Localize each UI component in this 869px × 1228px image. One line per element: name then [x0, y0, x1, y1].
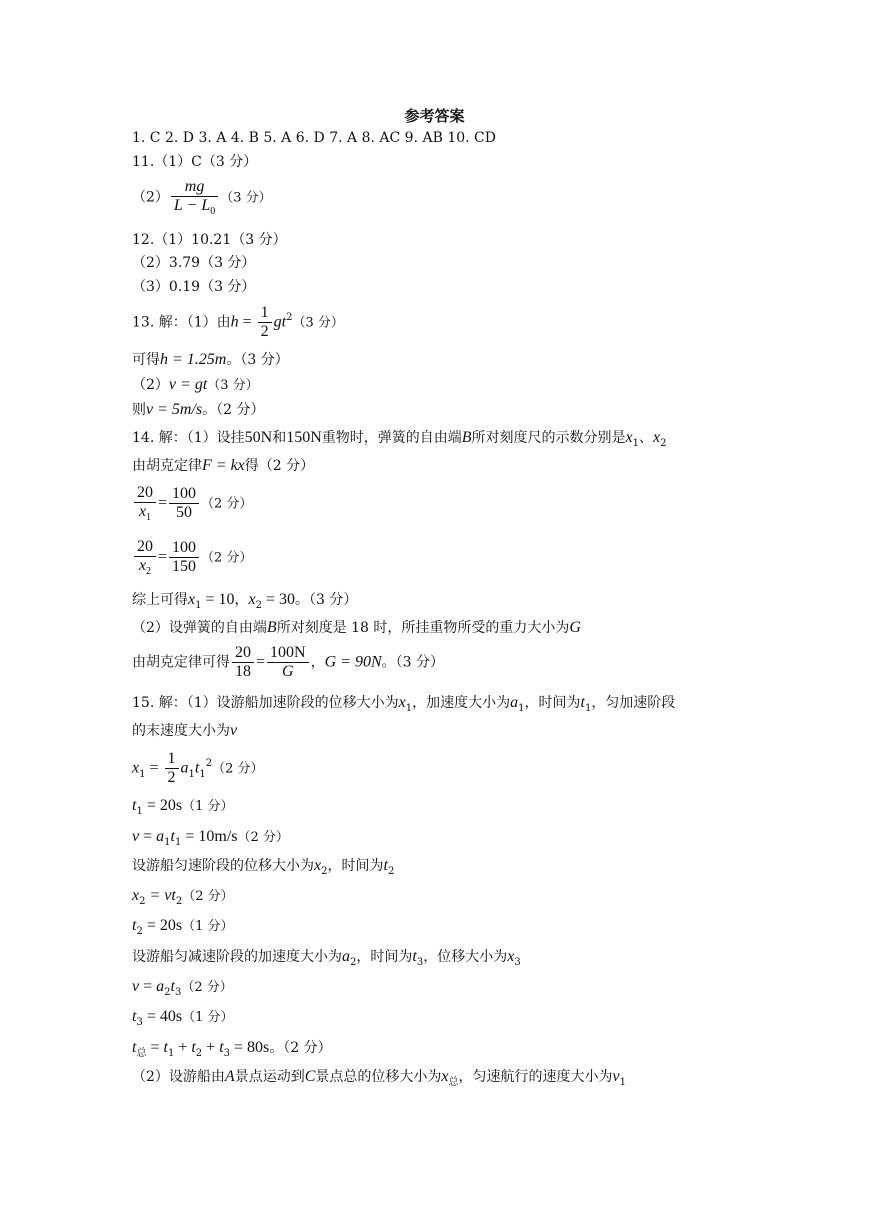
denominator — [171, 197, 218, 217]
half-fraction — [165, 750, 179, 787]
var-t: t — [132, 1039, 137, 1056]
score: 。（3 分） — [226, 352, 289, 368]
q15-line13 — [132, 1067, 626, 1089]
var-x: x — [138, 503, 147, 520]
text: 重物时，弹簧的自由端 — [321, 430, 462, 446]
q15-line9: 设游船匀减速阶段的加速度大小为$a_2$，时间为$t_3$，位移大小为$x_3$ — [132, 948, 521, 968]
score: （2 分） — [182, 889, 234, 904]
label: 可得 — [132, 352, 160, 368]
q11-part2 — [132, 178, 272, 217]
text: 14. 解：（1）设挂 — [132, 430, 245, 446]
superscript: 2 — [286, 311, 293, 323]
text: ，时间为 — [356, 949, 413, 965]
value-150n: 150N — [286, 429, 322, 446]
expr: = v — [145, 887, 172, 904]
q13-line3 — [132, 375, 259, 396]
text: 综上可得 — [132, 592, 188, 608]
value-50n: 50N — [244, 429, 273, 446]
text: （2）设游船由 — [132, 1069, 225, 1085]
superscript: 2 — [205, 757, 213, 769]
var-gt: gt — [273, 313, 287, 331]
var-a-point: A — [224, 1068, 235, 1085]
subscript: 1 — [405, 703, 413, 714]
var-t: t — [194, 759, 200, 777]
var-c-point: C — [304, 1068, 316, 1085]
score: （2 分） — [237, 830, 289, 845]
q14-eq2: $\frac{20}{x_2}$ = $\frac{100}{150}$ （2 分） — [132, 538, 252, 577]
var-x: x — [653, 429, 661, 446]
var-t: t — [170, 828, 175, 845]
denominator: 2 — [167, 769, 176, 786]
var-h: h — [230, 313, 239, 331]
q15-line2 — [132, 721, 237, 741]
var-x: x — [132, 887, 140, 904]
score: 。（2 分） — [202, 402, 265, 418]
var-v: v — [132, 978, 140, 995]
var-v: v — [612, 1068, 620, 1085]
subscript: 1 — [188, 768, 195, 780]
q14-line2 — [132, 456, 314, 476]
text: ，加速度大小为 — [412, 695, 511, 711]
den-text: L − L — [173, 197, 211, 214]
numerator: 20 — [232, 644, 254, 663]
subscript: 2 — [660, 438, 667, 449]
subscript: 2 — [255, 600, 262, 611]
den-subscript: 0 — [210, 206, 216, 217]
q12-part3: （3）0.19（3 分） — [132, 279, 256, 295]
text: 设游船匀速阶段的位移大小为 — [132, 858, 314, 874]
score: 得（2 分） — [244, 458, 315, 474]
var-v: v — [132, 828, 140, 845]
var-x: x — [625, 429, 633, 446]
text: ，匀加速阶段 — [591, 695, 676, 711]
numerator: 100 — [169, 539, 199, 558]
subscript: 2 — [164, 987, 171, 998]
subscript: 2 — [139, 896, 146, 907]
q15-eq-v: $v = a_1t_1 = 10m/s(2$ 分） — [132, 828, 289, 848]
value: = 40s — [142, 1008, 183, 1025]
subscript: 1 — [619, 1077, 626, 1088]
separator: 、 — [639, 430, 654, 446]
expr: v = 5m/s — [146, 401, 203, 418]
q11-part1: 11.（1）C（3 分） — [132, 154, 258, 170]
expr: G = 90N — [324, 653, 382, 671]
var-a: a — [156, 828, 165, 845]
var-x: x — [507, 948, 515, 965]
numerator: 1 — [165, 750, 179, 769]
score: （2 分） — [212, 761, 264, 777]
var-t: t — [191, 1039, 196, 1056]
subscript: 1 — [146, 512, 152, 523]
denominator: G — [282, 663, 294, 680]
var-x: x — [314, 857, 322, 874]
q15-eq-t1 — [132, 796, 233, 818]
fraction — [134, 538, 156, 577]
subscript: 2 — [387, 866, 395, 877]
score: （2 分） — [201, 496, 253, 512]
var-b: B — [266, 619, 277, 636]
score: （1 分） — [182, 799, 234, 814]
subscript: 2 — [136, 926, 143, 937]
q13-line2 — [132, 350, 289, 370]
score: （1 分） — [182, 1010, 234, 1025]
value: = 10m/s — [181, 828, 238, 845]
var-x: x — [398, 694, 406, 711]
subscript: 2 — [350, 957, 357, 968]
subscript: 2 — [321, 866, 328, 877]
text: ，时间为 — [524, 695, 581, 711]
numerator: 100 — [169, 485, 199, 504]
subscript: 1 — [136, 806, 143, 817]
q14-eq1: $\frac{20}{x_1}$ = $\frac{100}{50}$ （2 分） — [132, 484, 252, 523]
var-t: t — [171, 887, 176, 904]
q15-line1 — [132, 693, 675, 715]
numerator: 1 — [258, 304, 272, 323]
expr: F = kx — [202, 457, 245, 474]
subscript: 1 — [174, 837, 182, 848]
score: （1 分） — [182, 919, 234, 934]
var-t: t — [132, 917, 137, 934]
q14-line1 — [132, 428, 667, 450]
fraction — [169, 485, 199, 522]
eq: = — [238, 313, 256, 331]
q15-eq-x2 — [132, 886, 234, 908]
label: 13. 解：（1）由 — [132, 314, 231, 331]
q13-line1 — [132, 304, 344, 341]
score: 。（3 分） — [381, 654, 444, 671]
label: （2） — [132, 377, 169, 393]
subscript: 总 — [448, 1077, 459, 1088]
q12-part1: 12.（1）10.21（3 分） — [132, 232, 287, 248]
text: 景点运动到 — [234, 1069, 305, 1085]
var-t: t — [580, 694, 585, 711]
expr: v = gt — [168, 376, 208, 393]
numerator: 20 — [134, 538, 156, 557]
value: = 10 — [201, 591, 235, 608]
q13-line4 — [132, 400, 264, 420]
text: 15. 解：（1）设游船加速阶段的位移大小为 — [132, 695, 399, 711]
text: 由胡克定律 — [132, 458, 202, 474]
var-t: t — [412, 948, 417, 965]
subscript: 1 — [584, 703, 592, 714]
text: ，匀速航行的速度大小为 — [458, 1069, 613, 1085]
label: （2） — [132, 189, 169, 206]
var-x: x — [441, 1068, 449, 1085]
subscript: 1 — [167, 1048, 175, 1059]
text: 的末速度大小为 — [132, 723, 230, 739]
separator: ， — [234, 592, 249, 608]
denominator: 2 — [260, 323, 269, 340]
var-v: v — [230, 722, 238, 739]
q15-line6 — [132, 856, 394, 878]
text: 由胡克定律可得 — [132, 654, 230, 671]
value: = 80s — [230, 1039, 270, 1056]
subscript: 总 — [136, 1048, 147, 1059]
q14-line5 — [132, 590, 357, 612]
q15-eq-total: $t_总 = t_1 + t_2 + t_3 = 80s$。（2 分） — [132, 1039, 332, 1059]
text: （2）设弹簧的自由端 — [132, 620, 267, 636]
subscript: 1 — [164, 837, 171, 848]
fraction — [169, 539, 199, 576]
q15-eq-t2 — [132, 916, 233, 938]
subscript: 2 — [146, 566, 152, 577]
score: （3 分） — [207, 378, 259, 393]
subscript: 2 — [175, 896, 183, 907]
var-a: a — [156, 978, 165, 995]
fraction — [134, 484, 156, 523]
q14-line6 — [132, 618, 581, 638]
denominator — [134, 503, 156, 523]
page-title: 参考答案 — [404, 107, 465, 125]
score: （3 分） — [220, 190, 272, 206]
text: 设游船匀减速阶段的加速度大小为 — [132, 949, 342, 965]
var-t: t — [170, 978, 175, 995]
fraction — [267, 644, 309, 681]
var-t: t — [132, 1008, 137, 1025]
var-x: x — [188, 591, 196, 608]
subscript: 1 — [195, 600, 202, 611]
denominator: 18 — [235, 663, 251, 680]
var-a: a — [180, 759, 189, 777]
label: 则 — [132, 402, 146, 418]
var-x: x — [132, 759, 140, 777]
text: ，时间为 — [327, 858, 384, 874]
subscript: 1 — [518, 703, 525, 714]
var-t: t — [163, 1039, 168, 1056]
separator: ， — [310, 654, 325, 671]
text: 所对刻度是 18 时，所挂重物所受的重力大小为 — [276, 620, 570, 636]
subscript: 1 — [199, 768, 206, 780]
var-a: a — [510, 694, 519, 711]
value: = 20s — [142, 917, 183, 934]
denominator — [134, 557, 156, 577]
q12-part2: （2）3.79（3 分） — [132, 255, 256, 271]
q15-eq-v2: $v = a_2t_3(2$ 分） — [132, 978, 233, 998]
value: = 20s — [142, 797, 183, 814]
value: = 30 — [262, 591, 296, 608]
numerator: 100N — [267, 644, 309, 663]
subscript: 1 — [139, 768, 146, 780]
numerator: mg — [171, 178, 218, 197]
fraction — [171, 178, 218, 217]
text: ，位移大小为 — [423, 949, 508, 965]
var-x: x — [138, 557, 147, 574]
score: （3 分） — [292, 315, 344, 331]
score: （2 分） — [181, 980, 233, 995]
q14-line7: 由胡克定律可得 $\frac{20}{18}$ = $\frac{100N}{G}$ ，G = 90N。（3 分） — [132, 644, 444, 680]
score: 。（2 分） — [269, 1040, 332, 1056]
q15-eq-x1: $x_1$ = $\frac{1}{2}$ $a_1t_1^2(2$ 分） — [132, 750, 264, 786]
text: 景点总的位移大小为 — [315, 1069, 442, 1085]
denominator: 50 — [176, 504, 193, 521]
mc-answers: 1. C 2. D 3. A 4. B 5. A 6. D 7. A 8. AC 9. AB 10. CD — [132, 130, 496, 146]
half-fraction — [258, 304, 272, 341]
numerator: 20 — [134, 484, 156, 503]
q15-eq-t3: $t_3 = 40s(1$ 分） — [132, 1008, 234, 1028]
text: 和 — [272, 430, 287, 446]
text: 所对刻度尺的示数分别是 — [471, 430, 626, 446]
var-t: t — [132, 797, 137, 814]
var-a: a — [342, 948, 350, 965]
var-b: B — [461, 429, 472, 446]
fraction — [232, 644, 254, 681]
expr: h = 1.25m — [160, 351, 227, 368]
var-t: t — [219, 1039, 224, 1056]
var-t: t — [383, 857, 388, 874]
subscript: 1 — [632, 438, 640, 449]
var-g: G — [569, 619, 581, 636]
var-x: x — [248, 591, 256, 608]
subscript: 2 — [195, 1048, 203, 1059]
score: 。（3 分） — [295, 592, 358, 608]
score: （2 分） — [201, 550, 253, 566]
denominator: 150 — [172, 558, 197, 575]
